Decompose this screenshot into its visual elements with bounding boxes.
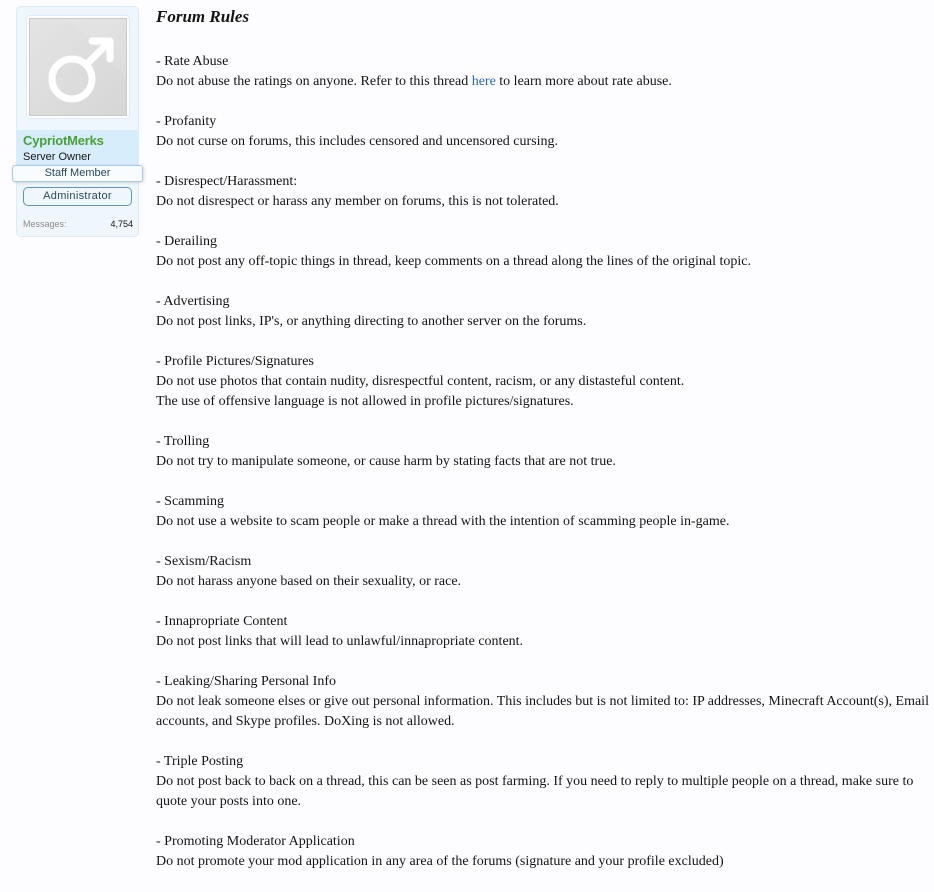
rule-text: Do not use a website to scam people or make a thread with the intention of scamming people in-game. (156, 514, 730, 529)
rule-text: Do not post links, IP's, or anything directing to another server on the forums. (156, 314, 587, 329)
administrator-banner: Administrator (23, 187, 132, 206)
rule-heading: - Profanity (156, 114, 217, 129)
rule-derailing (156, 232, 931, 272)
rule-disrespect-harassment (156, 172, 931, 212)
staff-member-banner: Staff Member (12, 165, 143, 182)
rule-text: Do not abuse the ratings on anyone. Refer to this thread here to learn more about rate abuse. (156, 74, 672, 89)
rule-text: Do not promote your mod application in any area of the forums (signature and your profile excluded) (156, 854, 724, 869)
rule-profanity (156, 112, 931, 152)
rule-heading: - Sexism/Racism (156, 554, 252, 569)
rule-text: Do not disrespect or harass any member on forums, this is not tolerated. (156, 194, 559, 209)
rule-triple-posting (156, 752, 931, 812)
rule-advertising (156, 292, 931, 332)
male-symbol-icon (30, 19, 127, 116)
rule-text: Do not leak someone elses or give out personal information. This includes but is not limited to: IP addresses, Minecraft Account(s), Email accounts, and Skype profiles. DoXing is not allowed. (156, 694, 929, 729)
rule-heading: - Promoting Moderator Application (156, 834, 355, 849)
rule-heading: - Innapropriate Content (156, 614, 288, 629)
rule-heading: - Rate Abuse (156, 54, 229, 69)
rule-sexism-racism (156, 552, 931, 592)
rule-heading: - Scamming (156, 494, 225, 509)
rule-text: Do not post links that will lead to unlawful/innapropriate content. (156, 634, 524, 649)
here-link[interactable]: here (471, 74, 496, 89)
rule-scamming (156, 492, 931, 532)
message-content (156, 6, 931, 892)
post-title: Forum Rules (156, 7, 250, 26)
messages-count: 4,754 (110, 219, 133, 229)
username-link[interactable]: CypriotMerks (23, 133, 104, 148)
rule-text: Do not harass anyone based on their sexuality, or race. (156, 574, 462, 589)
rule-heading: - Leaking/Sharing Personal Info (156, 674, 337, 689)
rule-heading: - Derailing (156, 234, 218, 249)
rule-rate-abuse (156, 52, 931, 92)
rule-text: Do not use photos that contain nudity, disrespectful content, racism, or any distasteful content. (156, 374, 685, 389)
rule-heading: - Advertising (156, 294, 230, 309)
rule-text: Do not post back to back on a thread, this can be seen as post farming. If you need to reply to multiple people on a thread, make sure to quote your posts into one. (156, 774, 914, 809)
rule-text: The use of offensive language is not allowed in profile pictures/signatures. (156, 394, 574, 409)
rule-heading: - Triple Posting (156, 754, 244, 769)
user-title: Server Owner (23, 151, 91, 163)
rule-heading: - Profile Pictures/Signatures (156, 354, 314, 369)
rule-heading: - Disrespect/Harassment: (156, 174, 298, 189)
rule-heading: - Trolling (156, 434, 210, 449)
rule-promoting-mod-application (156, 832, 931, 872)
rule-trolling (156, 432, 931, 472)
messages-label: Messages: (23, 219, 67, 229)
rule-text: Do not curse on forums, this includes censored and uncensored cursing. (156, 134, 559, 149)
user-name-block (17, 130, 138, 166)
rule-text: Do not post any off-topic things in thread, keep comments on a thread along the lines of the original topic. (156, 254, 751, 269)
rule-profile-pictures-signatures (156, 352, 931, 412)
avatar[interactable] (26, 15, 130, 119)
default-avatar-image (29, 18, 127, 116)
rule-leaking-personal-info (156, 672, 931, 732)
rule-innapropriate-content (156, 612, 931, 652)
rule-text: Do not try to manipulate someone, or cause harm by stating facts that are not true. (156, 454, 616, 469)
message-user-info (16, 6, 139, 237)
